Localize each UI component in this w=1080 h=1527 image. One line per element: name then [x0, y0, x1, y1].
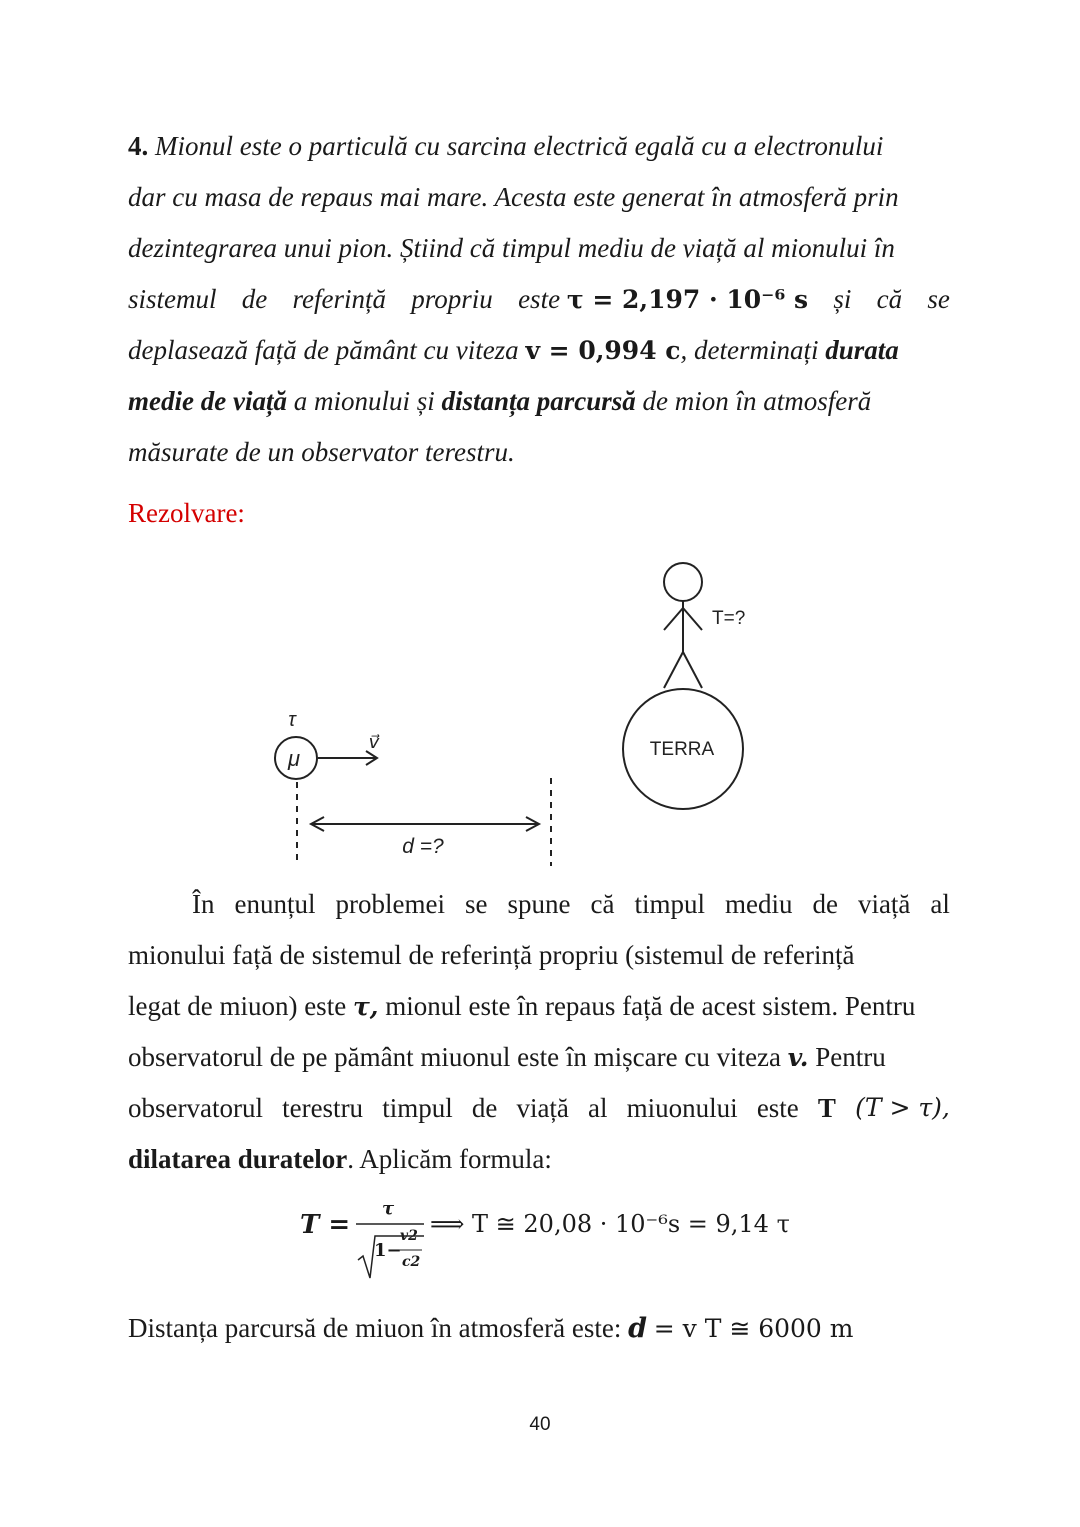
velocity-value: v = 0,994 c	[525, 336, 681, 365]
tau-label: τ	[288, 709, 296, 731]
solution-heading: Rezolvare:	[128, 498, 245, 528]
formula-lhs: T =	[300, 1210, 351, 1240]
problem-number: 4.	[128, 131, 149, 161]
observer-time-label: T=?	[712, 608, 746, 629]
formula-numerator: τ	[382, 1198, 395, 1219]
tau-value: τ = 2,197 · 10⁻⁶ s	[566, 285, 809, 314]
explanation-line: legat de miuon) este τ, mionul este în repaus față de acest sistem. Pentru	[128, 991, 916, 1021]
time-dilation-formula	[300, 1196, 900, 1286]
formula-radicand: 1−	[374, 1240, 402, 1261]
formula-c-squared: c2	[402, 1254, 421, 1270]
problem-line: dar cu masa de repaus mai mare. Acesta este generat în atmosferă prin	[128, 182, 899, 212]
problem-line: dezintegrarea unui pion. Știind că timpul mediu de viață al mionului în	[128, 233, 895, 263]
observer-figure	[664, 563, 702, 688]
formula-v-squared: v2	[400, 1228, 418, 1244]
explanation-line: dilatarea duratelor. Aplicăm formula:	[128, 1144, 552, 1174]
problem-line: medie de viață a mionului și distanța parcursă de mion în atmosferă	[128, 386, 872, 416]
problem-line: sistemul de referință propriu este τ = 2,197 · 10⁻⁶ s și că se	[128, 284, 950, 314]
formula-result: ⟹ T ≅ 20,08 · 10⁻⁶s = 9,14 τ	[430, 1210, 790, 1238]
problem-line: Mionul este o particulă cu sarcina electrică egală cu a electronului	[155, 131, 884, 161]
explanation-line: observatorul de pe pământ miuonul este în mișcare cu viteza v. Pentru	[128, 1042, 886, 1072]
explanation-line: mionului față de sistemul de referință propriu (sistemul de referință	[128, 940, 855, 970]
earth-label: TERRA	[649, 739, 715, 760]
muon-label: μ	[287, 746, 301, 771]
page-number: 40	[529, 1414, 551, 1435]
explanation-line: În enunțul problemei se spune că timpul mediu de viață al	[192, 889, 950, 919]
distance-line: Distanța parcursă de miuon în atmosferă este: d = v T ≅ 6000 m	[128, 1313, 854, 1344]
distance-label: d =?	[402, 835, 444, 858]
formula-fraction-lines	[300, 1196, 440, 1286]
problem-line: măsurate de un observator terestru.	[128, 437, 515, 467]
problem-line: deplasează față de pământ cu viteza v = 0,994 c, determinați durata	[128, 335, 899, 365]
explanation-line: observatorul terestru timpul de viață al miuonului este T (T > τ),	[128, 1093, 950, 1123]
velocity-label: v⃗	[368, 732, 380, 752]
